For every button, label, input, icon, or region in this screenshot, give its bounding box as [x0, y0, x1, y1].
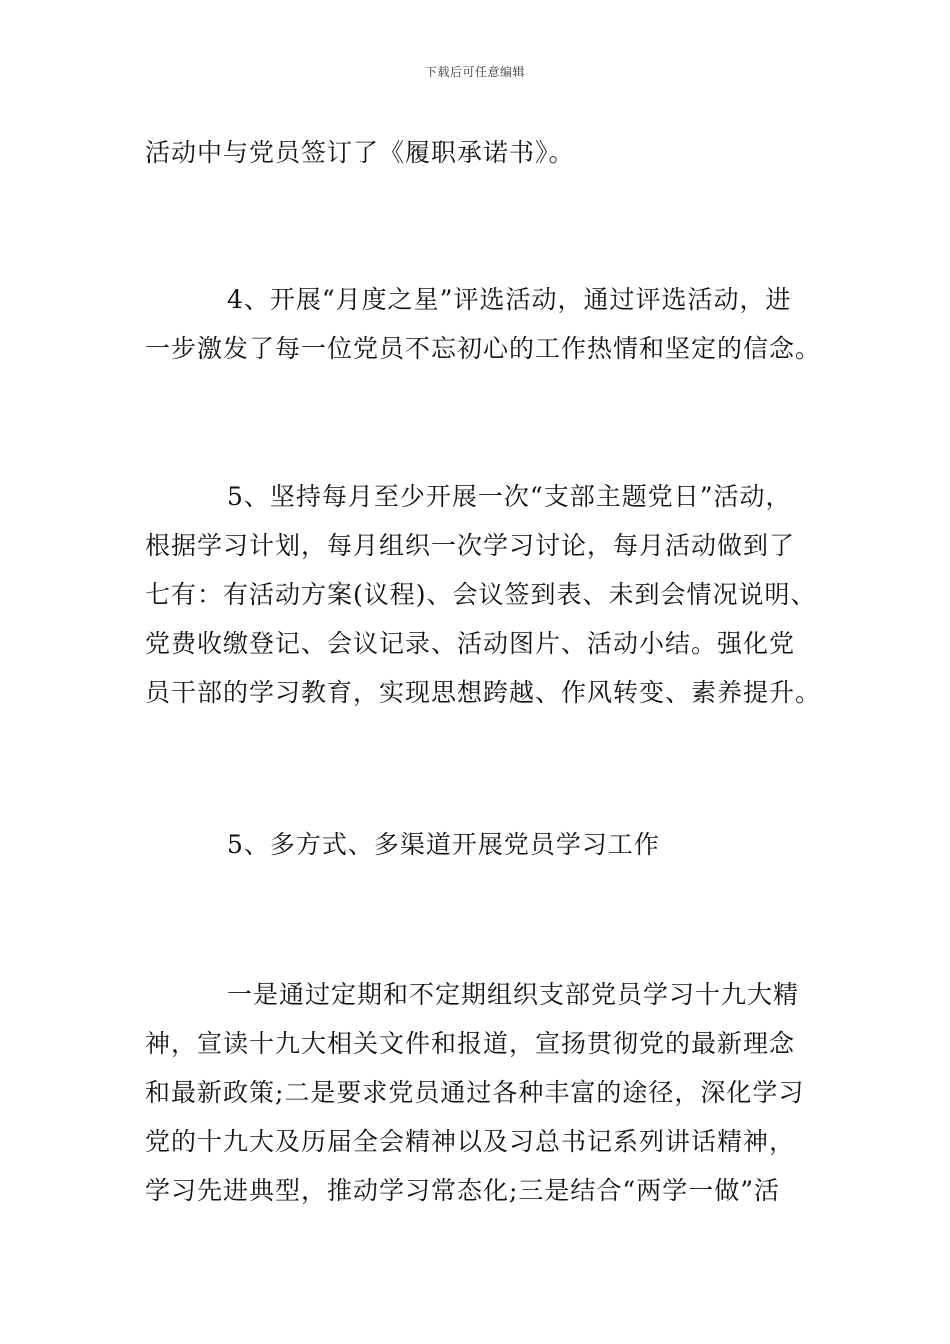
text-line: 七有：有活动方案(议程)、会议签到表、未到会情况说明、	[145, 580, 817, 609]
text-line: 5、多方式、多渠道开展党员学习工作	[227, 830, 660, 859]
text-line: 神，宣读十九大相关文件和报道，宣扬贯彻党的最新理念	[145, 1029, 796, 1058]
text-line: 一步激发了每一位党员不忘初心的工作热情和坚定的信念。	[145, 334, 822, 363]
section-heading-item-5	[145, 820, 810, 869]
text-line: 党的十九大及历届全会精神以及习总书记系列讲话精神，	[145, 1127, 796, 1156]
paragraph-item-5-theme-day	[145, 472, 822, 717]
paragraph-study-methods	[145, 970, 810, 1215]
text-line: 5、坚持每月至少开展一次“支部主题党日”活动，	[227, 482, 792, 511]
paragraph-item-4-monthly-star	[145, 275, 822, 373]
paragraph-continuation	[145, 128, 810, 177]
page-header-note: 下载后可任意编辑	[424, 65, 525, 79]
text-line: 一是通过定期和不定期组织支部党员学习十九大精	[227, 980, 800, 1009]
text-line: 根据学习计划，每月组织一次学习讨论，每月活动做到了	[145, 531, 796, 560]
text-line: 4、开展“月度之星”评选活动，通过评选活动，进	[227, 285, 792, 314]
text-line: 学习先进典型，推动学习常态化;三是结合“两学一做”活	[145, 1176, 780, 1205]
text-line: 和最新政策;二是要求党员通过各种丰富的途径，深化学习	[145, 1078, 805, 1107]
text-line: 党费收缴登记、会议记录、活动图片、活动小结。强化党	[145, 629, 796, 658]
text-line: 员干部的学习教育，实现思想跨越、作风转变、素养提升。	[145, 678, 822, 707]
text-line: 活动中与党员签订了《履职承诺书》。	[145, 138, 575, 167]
